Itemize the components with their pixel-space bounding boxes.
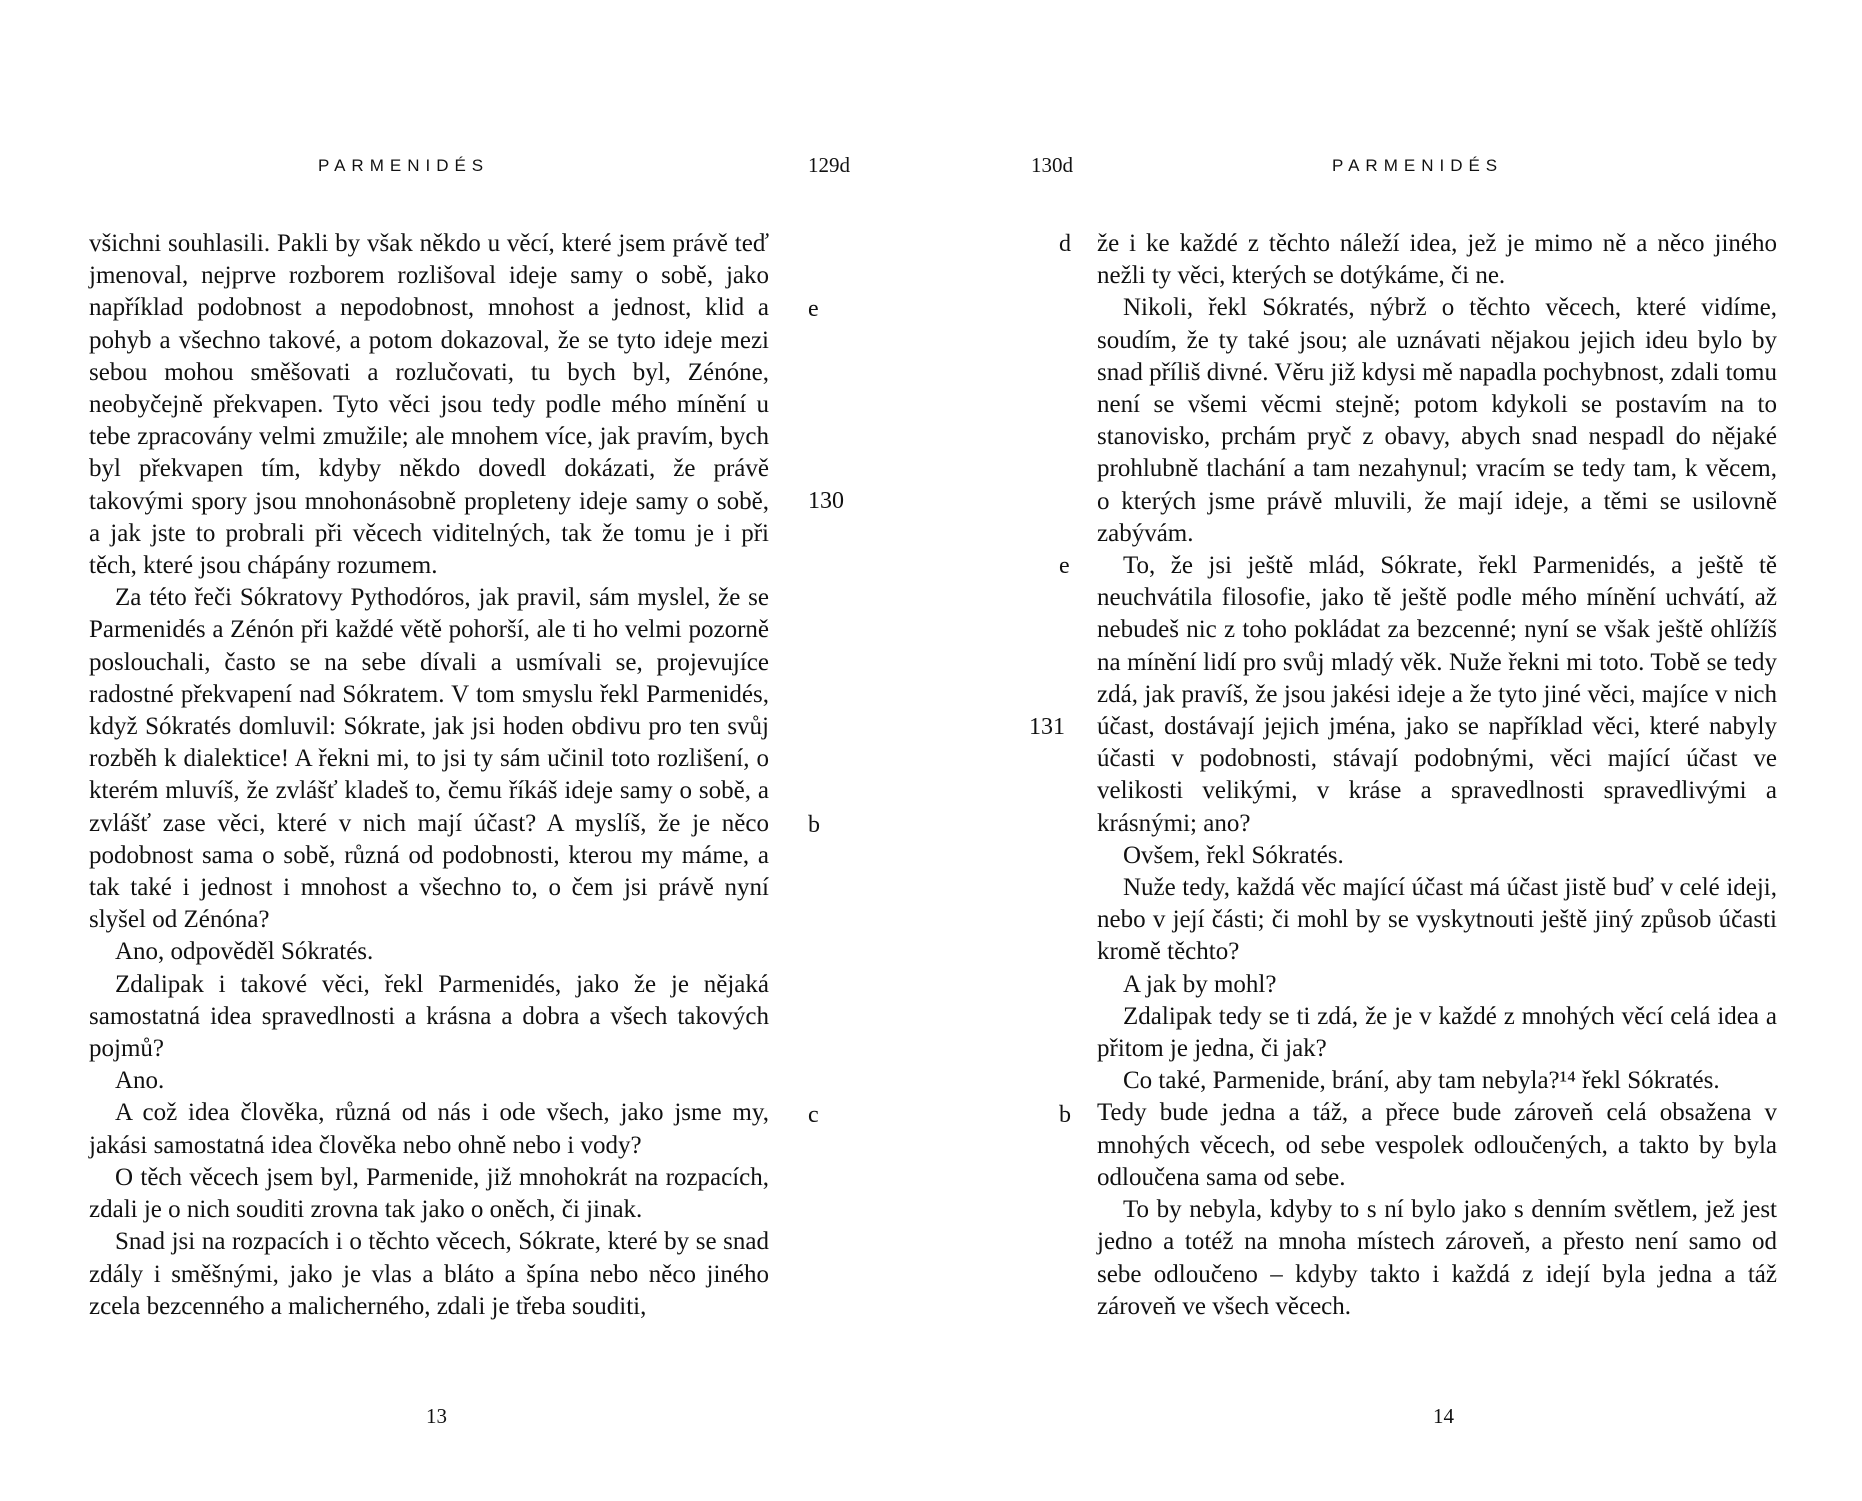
paragraph: Nikoli, řekl Sókratés, nýbrž o těchto věcech, které vidíme, soudím, že ty také jsou; ale uznávati nějakou jejich ideu bylo by snad příliš divné. Věru již kdysi mě napadla pochybnost, zdali tomu není se všemi věcmi stejně; potom kdykoli se postavím na to stanovisko, prchám pryč z obavy, abych snad nespadl do nějaké prohlubně tlachání a tam nezahynul; vracím se tedy tam, k věcem, o kterých jsme právě mluvili, že mají ideje, a těmi se usilovně zabývám. xyxy=(1097,294,1777,547)
paragraph: Zdalipak i takové věci, řekl Parmenidés, jako že je nějaká samostatná idea spravedlnosti a krásna a dobra a všech takových pojmů? xyxy=(89,970,769,1063)
margin-ref: 130 xyxy=(808,488,844,514)
paragraph: A jak by mohl? xyxy=(1123,970,1277,998)
page-number: 13 xyxy=(426,1404,447,1428)
paragraph: To, že jsi ještě mlád, Sókrate, řekl Parmenidés, a ještě tě neuchvátila filosofie, jako tě ještě podle mého mínění uchvátí, až nebudeš nic z toho pokládat za bezcenné; nyní se však ještě ohlížíš na mínění lidí pro svůj mladý věk. Nuže řekni mi toto. Tobě se tedy zdá, jak pravíš, že jsou jakési ideje a že tyto jiné věci, majíce v nich účast, dostávají jejich jména, jako se například věci, které nabyly účasti v podobnosti, stávají podobnými, věci mající účast ve velikosti velikými, v kráse a spravedlnosti spravedlivými a krásnými; ano? xyxy=(1097,552,1777,837)
paragraph: Snad jsi na rozpacích i o těchto věcech, Sókrate, které by se snad zdály i směšnými, jako je vlas a bláto a špína nebo něco jiného zcela bezcenného a malicherného, zdali je třeba souditi, xyxy=(89,1228,769,1320)
margin-ref: b xyxy=(1059,1102,1071,1128)
body-text xyxy=(89,228,769,1323)
paragraph: Zdalipak tedy se ti zdá, že je v každé z mnohých věcí celá idea a přitom je jedna, či jak? xyxy=(1097,1002,1777,1063)
paragraph: Ano, odpověděl Sókratés. xyxy=(115,938,374,966)
margin-ref: c xyxy=(808,1102,819,1128)
paragraph: Ovšem, řekl Sókratés. xyxy=(1123,841,1344,869)
paragraph: Nuže tedy, každá věc mající účast má účast jistě buď v celé ideji, nebo v její části; či mohl by se vyskytnouti ještě jiný způsob účasti kromě těchto? xyxy=(1097,874,1777,966)
paragraph: A což idea člověka, různá od nás i ode všech, jako jsme my, jakási samostatná idea člověka nebo ohně nebo i vody? xyxy=(89,1099,769,1159)
paragraph: O těch věcech jsem byl, Parmenide, již mnohokrát na rozpacích, zdali je o nich souditi zrovna tak jako o oněch, či jinak. xyxy=(89,1163,769,1224)
page-number: 14 xyxy=(1433,1404,1454,1428)
margin-ref: e xyxy=(1059,553,1070,579)
paragraph: Tedy bude jedna a táž, a přece bude zároveň celá obsažena v mnohých věcech, od sebe vespolek odloučených, a takto by byla odloučena sama od sebe. xyxy=(1097,1099,1777,1191)
margin-ref: d xyxy=(1059,231,1071,257)
margin-ref: e xyxy=(808,296,819,322)
stephanus-reference: 130d xyxy=(1031,153,1073,177)
paragraph: Za této řeči Sókratovy Pythodóros, jak pravil, sám myslel, že se Parmenidés a Zénón při každé větě pohorší, ale ti ho velmi pozorně poslouchali, často se na sebe dívali a usmívali se, projevujíce radostné překvapení nad Sókratem. V tom smyslu řekl Parmenidés, když Sókratés domluvil: Sókrate, jak jsi hoden obdivu pro ten svůj rozběh k dialektice! A řekni mi, to jsi ty sám učinil toto rozlišení, o kterém mluvíš, že zvlášť kladeš to, čemu říkáš ideje samy o sobě, a zvlášť zase věci, které v nich mají účast? A myslíš, že je něco podobnost sama o sobě, různá od podobnosti, kterou my máme, a tak také i jednost i mnohost a všechno to, o čem jsi právě nyní slyšel od Zénóna? xyxy=(89,584,769,934)
margin-ref: b xyxy=(808,812,820,838)
paragraph: že i ke každé z těchto náleží idea, jež je mimo ně a něco jiného nežli ty věci, kterých se dotýkáme, či ne. xyxy=(1097,230,1777,290)
margin-ref: 131 xyxy=(1029,714,1065,740)
body-text xyxy=(1097,228,1777,1323)
paragraph: Co také, Parmenide, brání, aby tam nebyla?¹⁴ řekl Sókratés. xyxy=(1123,1067,1720,1095)
running-title: PARMENIDÉS xyxy=(1332,156,1504,175)
paragraph: Ano. xyxy=(115,1067,165,1095)
paragraph: To by nebyla, kdyby to s ní bylo jako s denním světlem, jež jest jedno a totéž na mnoha místech zároveň, a přesto není samo od sebe odloučeno – kdyby takto i každá z idejí byla jedna a táž zároveň ve všech věcech. xyxy=(1097,1196,1777,1320)
paragraph: všichni souhlasili. Pakli by však někdo u věcí, které jsem právě teď jmenoval, nejprve rozborem rozlišoval ideje samy o sobě, jako například podobnost a nepodobnost, mnohost a jednost, klid a pohyb a všechno takové, a potom dokazoval, že se tyto ideje mezi sebou mohou směšovati a rozlučovati, tu bych byl, Zénóne, neobyčejně překvapen. Tyto věci jsou tedy podle mého mínění u tebe zpracovány velmi zmužile; ale mnohem více, jak pravím, bych byl překvapen tím, kdyby někdo dovedl dokázati, že právě takovými spory jsou mnohonásobně propleteny ideje samy o sobě, a jak jste to probrali při věcech viditelných, tak že tomu je i při těch, které jsou chápány rozumem. xyxy=(89,230,769,580)
right-page xyxy=(931,0,1862,1501)
running-title: PARMENIDÉS xyxy=(318,156,490,175)
stephanus-reference: 129d xyxy=(808,153,850,177)
